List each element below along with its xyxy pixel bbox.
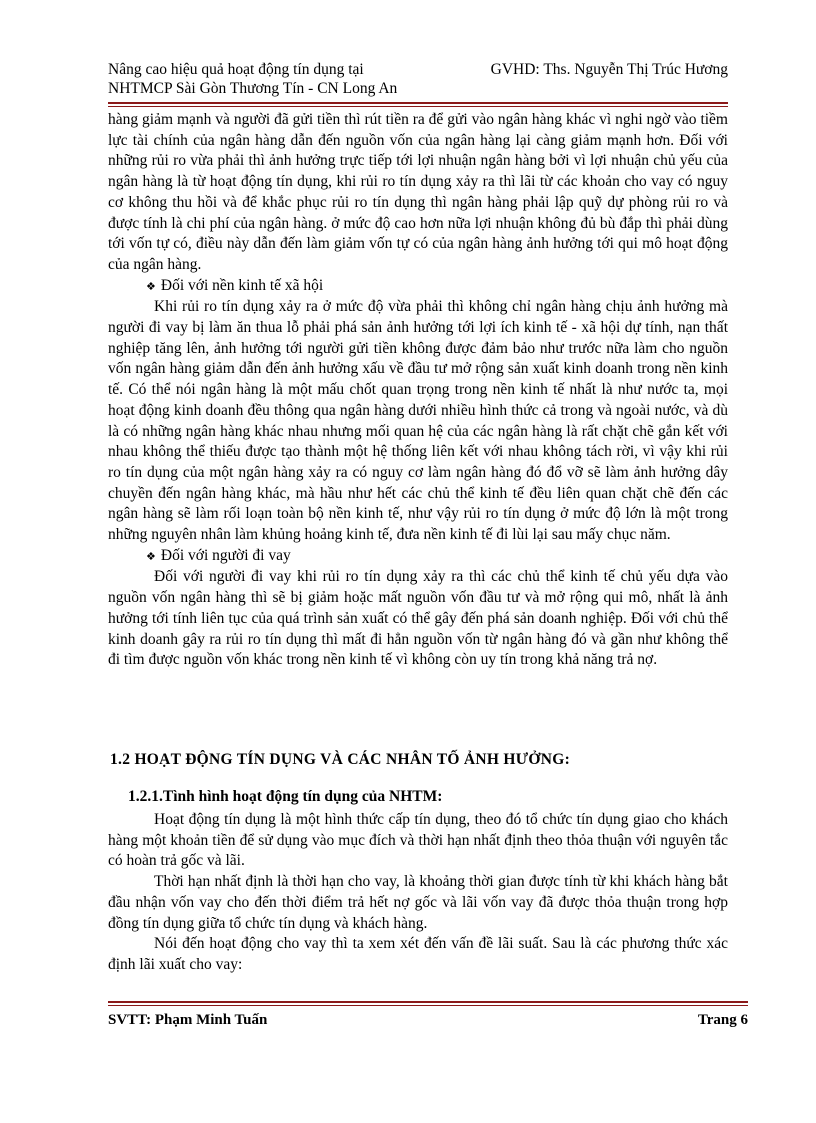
page-header (108, 60, 728, 98)
bullet-item (108, 276, 728, 298)
body-text (108, 110, 728, 671)
paragraph: Đối với người đi vay khi rủi ro tín dụng xảy ra thì các chủ thể kinh tế chủ yếu dựa vào nguồn vốn ngân hàng thì sẽ bị giảm hoặc mất nguồn vốn đầu tư và mở rộng qui mô, nhất là ảnh hưởng tới tính liên tục của quá trình sản xuất có thể gây đến phá sản doanh nghiệp. Đối với chủ thể kinh doanh gây ra rủi ro tín dụng thì mất đi hẳn nguồn vốn từ ngân hàng đó và gần như không thể đi tìm được nguồn vốn khác trong nền kinh tế vì không còn uy tín trong khả năng trả nợ. (108, 568, 728, 669)
paragraph: Nói đến hoạt động cho vay thì ta xem xét đến vấn đề lãi suất. Sau là các phương thức xác định lãi xuất cho vay: (108, 935, 728, 973)
section-body-text (108, 810, 728, 976)
header-row-2 (108, 79, 728, 98)
page-footer (108, 1012, 748, 1029)
section-heading: 1.2 HOẠT ĐỘNG TÍN DỤNG VÀ CÁC NHÂN TỐ ẢNH HƯỞNG: (110, 751, 571, 768)
footer-page-number: Trang 6 (697, 1012, 748, 1028)
header-row-1 (108, 60, 728, 79)
paragraph: Khi rủi ro tín dụng xảy ra ở mức độ vừa phải thì không chỉ ngân hàng chịu ảnh hưởng mà người đi vay bị làm ăn thua lỗ phải phá sản ảnh hưởng tới lợi ích kinh tế - xã hội dự tính, nạn thất nghiệp tăng lên, ảnh hưởng tới người gửi tiền không được đảm bảo như trước nữa làm cho nguồn vốn ngân hàng giảm dẫn đến ảnh hưởng xấu về đầu tư mở rộng sản xuất kinh doanh trong nền kinh tế. Có thể nói ngân hàng là một mấu chốt quan trọng trong nền kinh tế nhất là như nước ta, mọi hoạt động kinh doanh đều thông qua ngân hàng dưới nhiều hình thức cả trong và ngoài nước, và dù là có những ngân hàng khác nhau nhưng mối quan hệ của các ngân hàng là rất chặt chẽ gắn kết với nhau không thể thiếu được tạo thành một hệ thống liên kết với nhau không tách rời, vì vậy khi rủi ro tín dụng của một ngân hàng xảy ra có nguy cơ làm ngân hàng đó đổ vỡ sẽ làm ảnh hưởng dây chuyền đến ngân hàng khác, mà hầu như hết các chủ thể kinh tế đều liên quan chặt chẽ đến các ngân hàng sẽ làm rối loạn toàn bộ nền kinh tế, như vậy rủi ro tín dụng ở mức độ lớn là một trong những nguyên nhân làm khủng hoảng kinh tế, đưa nền kinh tế đi lùi lại sau mấy chục năm. (108, 298, 728, 544)
bullet-label: Đối với nền kinh tế xã hội (160, 276, 324, 294)
header-thesis-title: Nâng cao hiệu quả hoạt động tín dụng tại (108, 61, 364, 78)
footer-rule-top (108, 1001, 748, 1003)
header-thesis-title-cont: NHTMCP Sài Gòn Thương Tín - CN Long An (108, 80, 398, 97)
paragraph: Thời hạn nhất định là thời hạn cho vay, là khoảng thời gian được tính từ khi khách hàng bắt đầu nhận vốn vay cho đến thời điểm trả hết nợ gốc và lãi vốn vay đã được thỏa thuận trong hợp đồng tín dụng giữa tổ chức tín dụng và khách hàng. (108, 873, 728, 932)
header-advisor: GVHD: Ths. Nguyễn Thị Trúc Hương (490, 61, 728, 78)
paragraph: Hoạt động tín dụng là một hình thức cấp tín dụng, theo đó tổ chức tín dụng giao cho khách hàng một khoản tiền để sử dụng vào mục đích và thời hạn nhất định theo thỏa thuận với nguyên tắc có hoàn trả gốc và lãi. (108, 811, 728, 870)
bullet-item (108, 546, 728, 568)
footer-rule-bottom (108, 1005, 748, 1006)
diamond-bullet-icon: ❖ (146, 549, 156, 563)
subsection-heading: 1.2.1.Tình hình hoạt động tín dụng của NHTM: (128, 788, 443, 805)
bullet-label: Đối với người đi vay (160, 546, 291, 564)
header-rule-bottom (108, 106, 728, 107)
paragraph: hàng giảm mạnh và người đã gửi tiền thì rút tiền ra để gửi vào ngân hàng khác vì nghi ngờ vào tiềm lực tài chính của ngân hàng dẫn đến nguồn vốn của ngân hàng lại càng giảm mạnh hơn. Đối với những rủi ro vừa phải thì ảnh hưởng trực tiếp tới lợi nhuận ngân hàng bởi vì lợi nhuận chủ yếu của ngân hàng là từ hoạt động tín dụng, khi rủi ro tín dụng xảy ra thì lãi từ các khoản cho vay có nguy cơ không thu hồi và để khắc phục rủi ro tín dụng thì ngân hàng phải lập quỹ dự phòng rủi ro và được tính là chi phí của ngân hàng. ở mức độ cao hơn nữa lợi nhuận không đủ bù đắp thì phải dùng tới vốn tự có, điều này dẫn đến làm giảm vốn tự có của ngân hàng ảnh hưởng tới qui mô hoạt động của ngân hàng. (108, 111, 728, 273)
diamond-bullet-icon: ❖ (146, 279, 156, 293)
footer-student: SVTT: Phạm Minh Tuấn (108, 1012, 268, 1028)
header-rule-top (108, 102, 728, 104)
